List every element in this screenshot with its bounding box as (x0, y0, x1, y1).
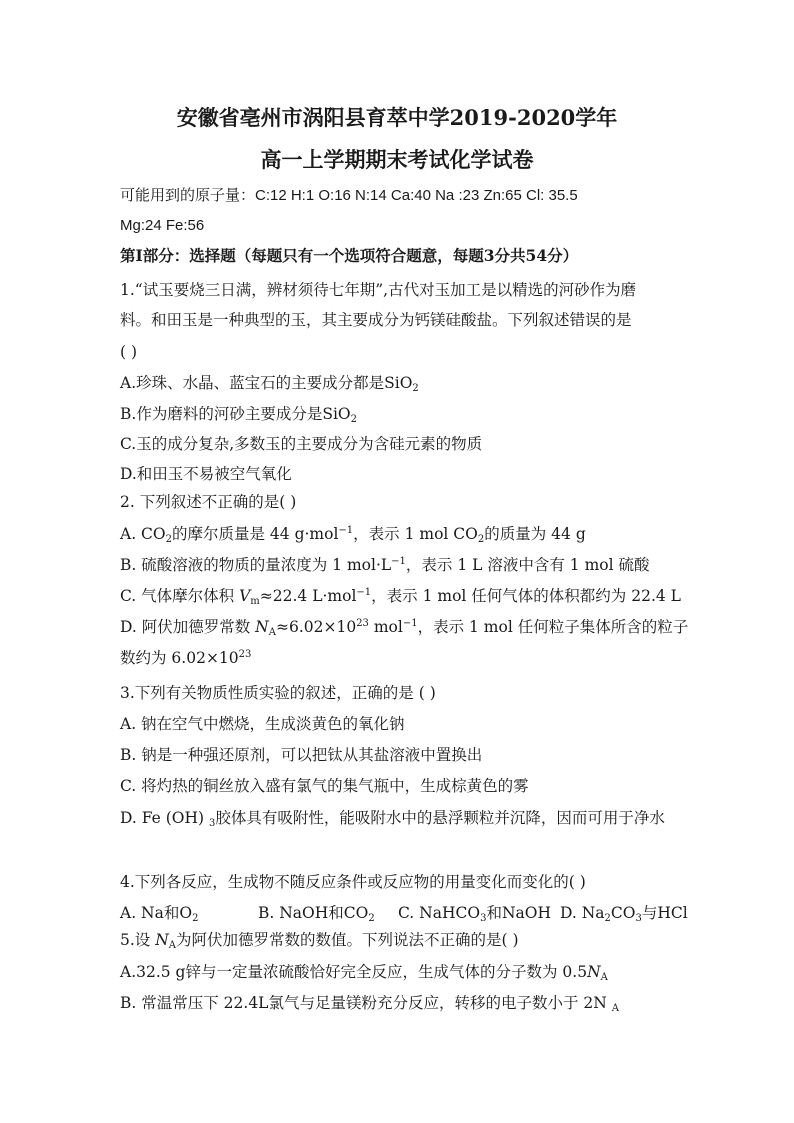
q5-stem-sub: A (168, 940, 177, 951)
q2-d-line2-text: 数约为 6.02×10 (120, 649, 239, 667)
q1-a-sub: 2 (412, 383, 419, 394)
q1-option-c: C.玉的成分复杂,多数玉的主要成分为含硅元素的物质 (120, 435, 483, 453)
q3-option-a: A. 钠在空气中燃烧，生成淡黄色的氧化钠 (120, 715, 405, 733)
q1-a-formula: SiO (384, 374, 413, 392)
q3-d-p1: D. Fe (OH) (120, 809, 209, 827)
q2-d-sub: A (268, 627, 276, 638)
q2-a-sup: −1 (338, 525, 354, 536)
q3-d-p2: 胶体具有吸附性，能吸附水中的悬浮颗粒并沉降，因而可用于净水 (215, 809, 665, 827)
q1-stem-line3: ( ) (120, 343, 138, 361)
q2-option-c (120, 586, 681, 606)
q2-c-p2: ≈22.4 L·mol (259, 587, 357, 605)
q3-d-sub: 3 (208, 818, 216, 829)
q5-stem-var: N (155, 931, 169, 949)
exam-title-line1: 安徽省亳州市涡阳县育萃中学2019-2020学年 (176, 105, 618, 130)
q5-b-sub: A (611, 1003, 619, 1014)
q2-option-b (120, 555, 650, 575)
q2-c-sup: −1 (356, 587, 372, 598)
q2-d-sup1: 23 (356, 618, 369, 629)
q4-stem: 4.下列各反应，生成物不随反应条件或反应物的用量变化而变化的( ) (120, 873, 586, 891)
q1-stem-line2: 料。和田玉是一种典型的玉，其主要成分为钙镁硅酸盐。下列叙述错误的是 (120, 311, 632, 329)
q4-d-p2: CO (610, 904, 636, 922)
q5-stem-p2: 为阿伏加德罗常数的数值。下列说法不正确的是( ) (176, 931, 519, 949)
q2-d-p3: mol (368, 618, 403, 636)
q2-a-sub2: 2 (477, 534, 485, 545)
q2-b-sup: −1 (391, 556, 406, 567)
q4-c-sub: 3 (480, 913, 487, 924)
q2-d-p1: D. 阿伏加德罗常数 (120, 618, 256, 636)
q2-b-p2: ，表示 1 L 溶液中含有 1 mol 硫酸 (405, 556, 650, 574)
q4-option-d (560, 903, 688, 923)
q2-d-sup3: 23 (238, 649, 252, 660)
q2-a-p1: A. CO (120, 525, 166, 543)
q3-option-b: B. 钠是一种强还原剂，可以把钛从其盐溶液中置换出 (120, 746, 483, 764)
section-heading: 第Ⅰ部分：选择题（每题只有一个选项符合题意，每题3分共54分） (120, 246, 579, 265)
q4-option-c (398, 903, 551, 923)
atomic-masses-line2: Mg:24 Fe:56 (120, 217, 205, 234)
q2-d-sup2: −1 (402, 618, 418, 629)
q2-d-p2: ≈6.02×10 (275, 618, 357, 636)
q4-d-p1: D. Na (560, 904, 605, 922)
q2-d-var: N (255, 618, 269, 636)
q4-option-b (258, 903, 375, 923)
q4-option-a (120, 903, 198, 923)
q5-a-p1: A.32.5 g锌与一定量浓硫酸恰好完全反应，生成气体的分子数为 0.5 (120, 963, 588, 981)
q2-a-p3: ，表示 1 mol CO (353, 525, 478, 543)
q1-option-a (120, 373, 419, 393)
q2-c-p3: ，表示 1 mol 任何气体的体积都约为 22.4 L (371, 587, 681, 605)
q2-c-var: V (239, 587, 251, 605)
q1-b-text: B.作为磨料的河砂主要成分是 (120, 405, 323, 423)
q5-stem-p1: 5.设 (120, 931, 156, 949)
q5-stem (120, 930, 519, 950)
q4-d-sub2: 3 (635, 913, 642, 924)
q4-d-sub1: 2 (604, 913, 611, 924)
q3-stem: 3.下列有关物质性质实验的叙述，正确的是 ( ) (120, 684, 436, 702)
exam-title-line2: 高一上学期期末考试化学试卷 (260, 147, 534, 172)
q4-c-p1: C. NaHCO (398, 904, 481, 922)
q2-a-p2: 的摩尔质量是 44 g·mol (172, 525, 339, 543)
q5-option-a (120, 962, 608, 982)
q2-c-sub: m (250, 596, 260, 607)
q2-c-p1: C. 气体摩尔体积 (120, 587, 240, 605)
q1-b-sub: 2 (350, 414, 357, 425)
q2-a-sub1: 2 (165, 534, 172, 545)
q2-a-p4: 的质量为 44 g (484, 525, 586, 543)
q1-b-formula: SiO (322, 405, 351, 423)
q4-b-sub: 2 (368, 913, 375, 924)
q1-stem-line1: 1.“试玉要烧三日满，辨材须待七年期”,古代对玉加工是以精选的河砂作为磨 (120, 281, 637, 299)
q4-d-p3: 与HCl (641, 904, 688, 922)
q2-stem: 2. 下列叙述不正确的是( ) (120, 493, 297, 511)
q2-option-a (120, 524, 586, 544)
q5-b-p1: B. 常温常压下 22.4L氯气与足量镁粉充分反应，转移的电子数小于 2N (120, 994, 612, 1012)
q3-option-d (120, 808, 665, 828)
q1-a-text: A.珍珠、水晶、蓝宝石的主要成分都是 (120, 374, 385, 392)
q5-a-sub: A (600, 972, 608, 983)
q2-option-d-line2 (120, 648, 251, 668)
q4-a-sub: 2 (192, 913, 199, 924)
q5-a-var: N (587, 963, 601, 981)
q1-option-b (120, 404, 357, 424)
q4-b-p1: B. NaOH和CO (258, 904, 369, 922)
q2-b-p1: B. 硫酸溶液的物质的量浓度为 1 mol·L (120, 556, 392, 574)
atomic-masses-line1: 可能用到的原子量：C:12 H:1 O:16 N:14 Ca:40 Na :23 Zn:65 Cl: 35.5 (120, 187, 578, 204)
q1-option-d: D.和田玉不易被空气氧化 (120, 465, 292, 483)
q5-option-b (120, 993, 619, 1013)
q3-option-c: C. 将灼热的铜丝放入盛有氯气的集气瓶中，生成棕黄色的雾 (120, 777, 529, 795)
q4-a-p1: A. Na和O (120, 904, 193, 922)
q2-d-p4: ，表示 1 mol 任何粒子集体所含的粒子 (417, 618, 689, 636)
q2-option-d (120, 617, 688, 637)
q4-c-p2: 和NaOH (486, 904, 551, 922)
